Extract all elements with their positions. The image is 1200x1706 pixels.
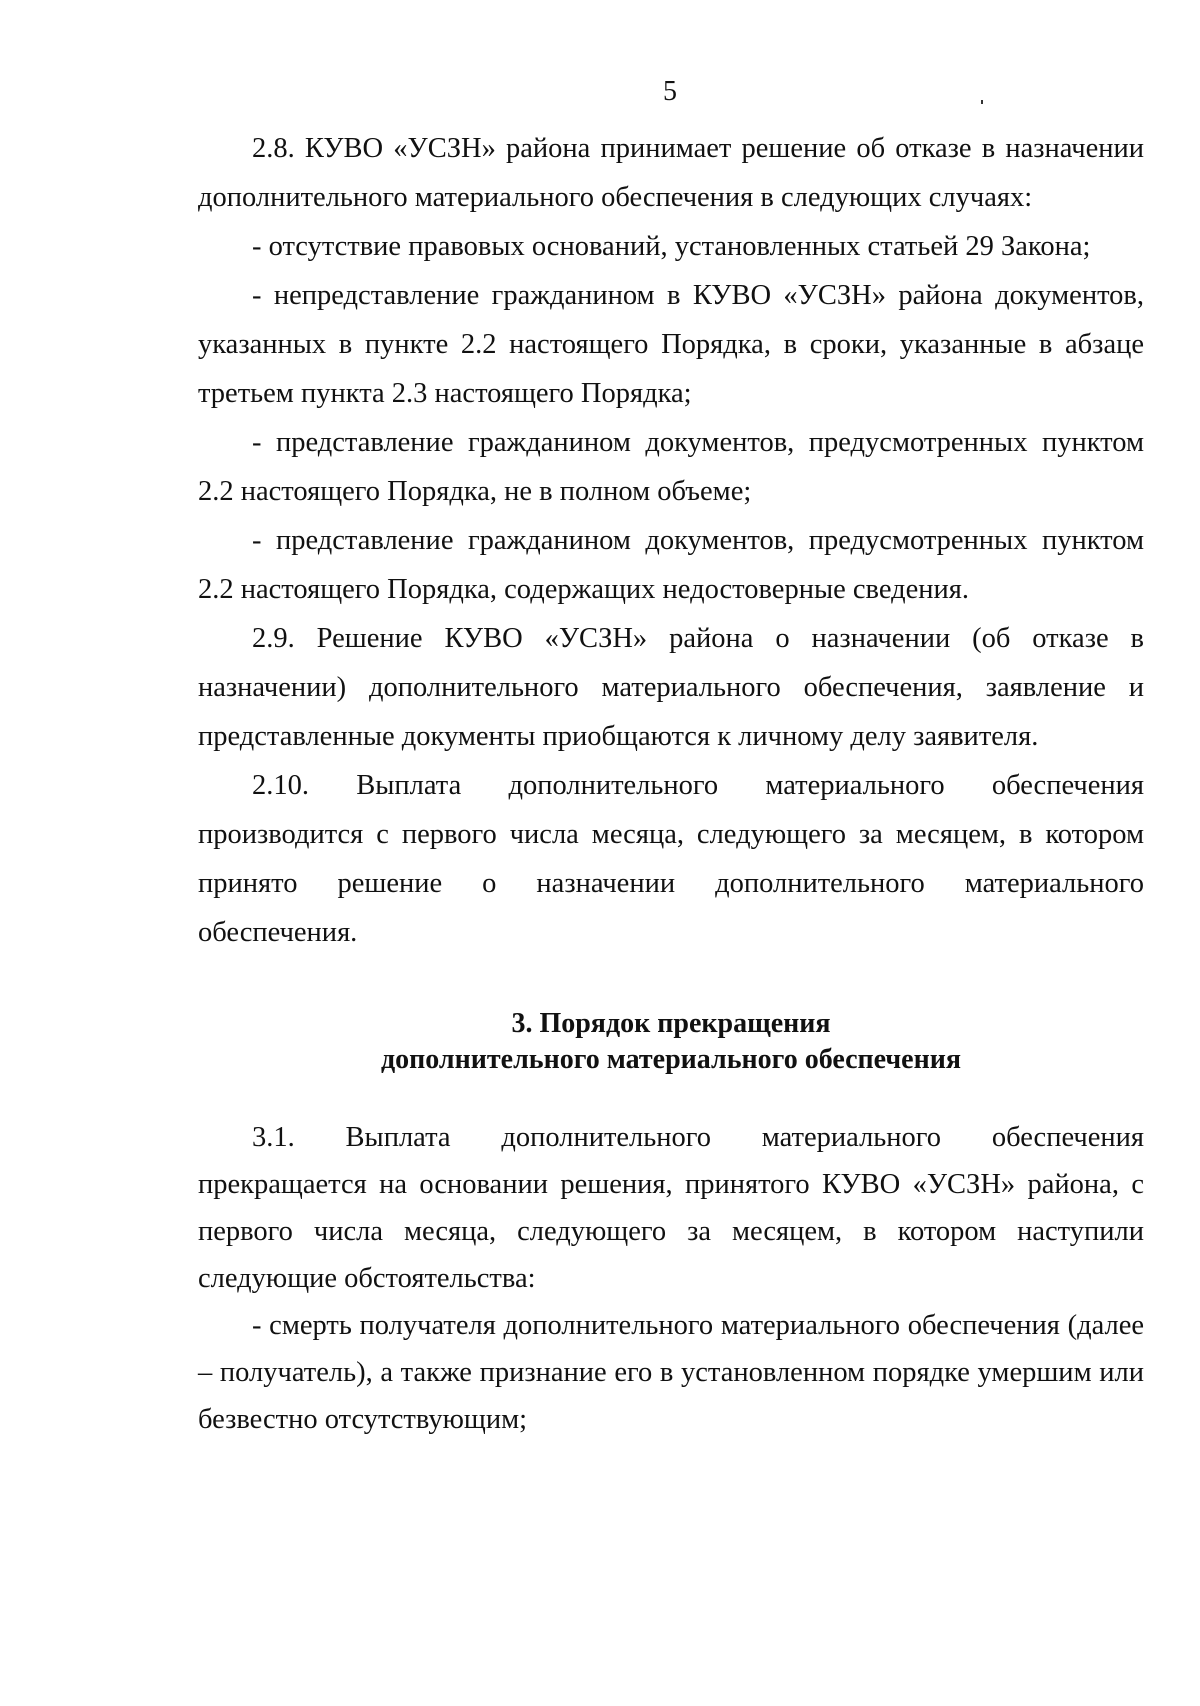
section-2-text [198, 124, 1144, 957]
section-3-heading [198, 1006, 1144, 1078]
paragraph-2-10-line-2: производится с первого числа месяца, следующего за месяцем, в котором [198, 819, 1144, 850]
list-item-false-information: - представление гражданином документов, предусмотренных пунктом 2.2 настоящего Порядка, содержащих недостоверные сведения. [198, 525, 1144, 605]
scan-speck [981, 100, 983, 104]
paragraph-2-10-line-3: принято решение о назначении дополнительного материального [198, 868, 1144, 899]
section-3-text [198, 1114, 1144, 1443]
page-number: 5 [663, 76, 677, 107]
paragraph-2-9: 2.9. Решение КУВО «УСЗН» района о назначении (об отказе в назначении) дополнительного материального обеспечения, заявление и представленные документы приобщаются к личному делу заявителя. [198, 623, 1144, 752]
section-3-heading-line-1: 3. Порядок прекращения [511, 1008, 831, 1039]
list-item-no-legal-basis: - отсутствие правовых оснований, установленных статьей 29 Закона; [252, 231, 1091, 262]
paragraph-2-8: 2.8. КУВО «УСЗН» района принимает решение об отказе в назначении дополнительного материального обеспечения в следующих случаях: [198, 133, 1144, 213]
list-item-documents-not-submitted: - непредставление гражданином в КУВО «УСЗН» района документов, указанных в пункте 2.2 настоящего Порядка, в сроки, указанные в абзаце третьем пункта 2.3 настоящего Порядка; [198, 280, 1144, 409]
paragraph-2-10-line-4: обеспечения. [198, 917, 358, 948]
paragraph-2-10-line-1: 2.10. Выплата дополнительного материального обеспечения [252, 770, 1144, 801]
paragraph-3-1: 3.1. Выплата дополнительного материального обеспечения прекращается на основании решения, принятого КУВО «УСЗН» района, с первого числа месяца, следующего за месяцем, в котором наступили следующие обстоятельства: [198, 1122, 1144, 1294]
list-item-death-of-recipient: - смерть получателя дополнительного материального обеспечения (далее – получатель), а также признание его в установленном порядке умершим или безвестно отсутствующим; [198, 1310, 1144, 1435]
section-3-heading-line-2: дополнительного материального обеспечения [380, 1044, 962, 1075]
paragraph-2-10 [198, 761, 1144, 957]
list-item-incomplete-documents: - представление гражданином документов, предусмотренных пунктом 2.2 настоящего Порядка, не в полном объеме; [198, 427, 1144, 507]
